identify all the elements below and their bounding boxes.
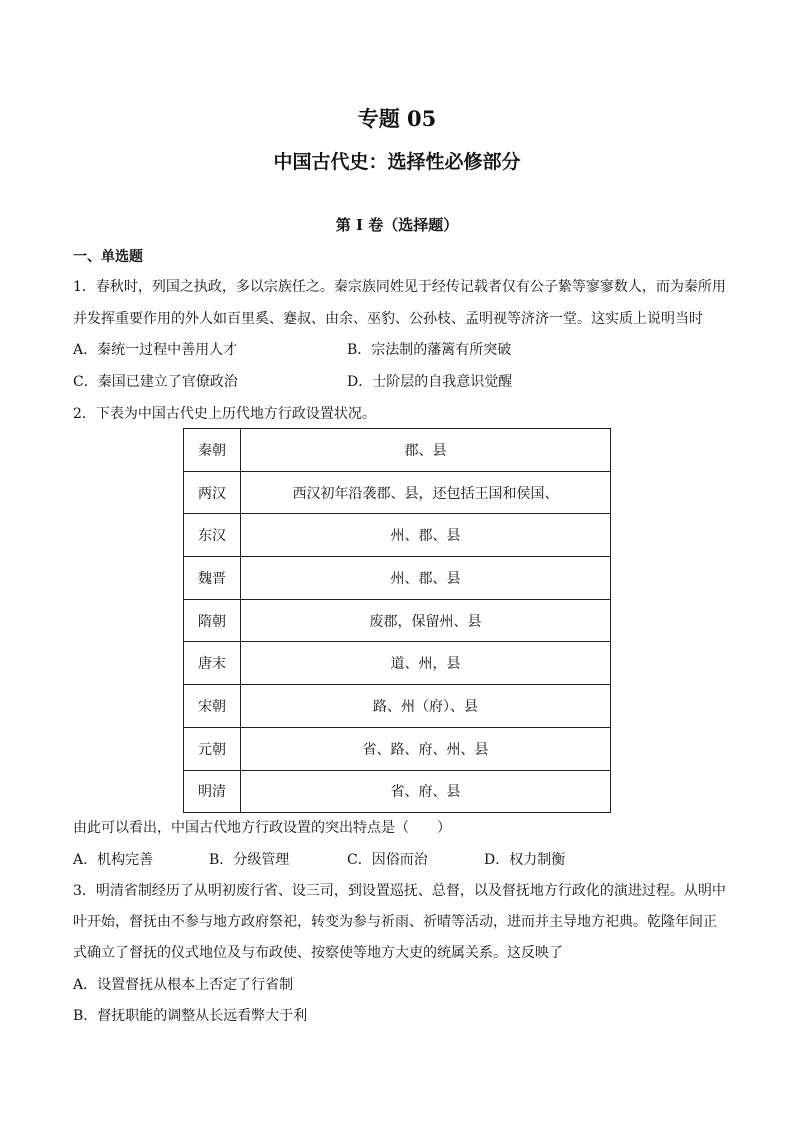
section-label: 一、单选题 — [73, 249, 143, 265]
system-cell: 州、郡、县 — [241, 557, 611, 600]
system-cell: 郡、县 — [241, 429, 611, 472]
q1-stem-line2: 并发挥重要作用的外人如百里奚、蹇叔、由余、巫豹、公孙枝、孟明视等济济一堂。这实质上说明当时 — [73, 311, 703, 327]
dynasty-cell: 元朝 — [184, 727, 241, 770]
dynasty-cell: 宋朝 — [184, 685, 241, 728]
system-cell: 道、州，县 — [241, 642, 611, 685]
q3-option-a[interactable]: A．设置督抚从根本上否定了行省制 — [73, 977, 294, 993]
table-row — [184, 642, 611, 685]
dynasty-cell: 唐末 — [184, 642, 241, 685]
dynasty-cell: 东汉 — [184, 514, 241, 557]
table-row — [184, 599, 611, 642]
q2-stem: 2．下表为中国古代史上历代地方行政设置状况。 — [73, 406, 376, 422]
doc-subtitle: 中国古代史：选择性必修部分 — [273, 151, 521, 173]
table-row — [184, 770, 611, 813]
q2-option-d[interactable]: D．权力制衡 — [484, 852, 566, 868]
q1-option-b[interactable]: B．宗法制的藩篱有所突破 — [347, 342, 512, 358]
table-row — [184, 471, 611, 514]
system-cell: 路、州（府）、县 — [241, 685, 611, 728]
q1-stem-line1: 1．春秋时，列国之执政，多以宗族任之。秦宗族同姓见于经传记载者仅有公子絷等寥寥数人，而为秦所用 — [73, 279, 726, 295]
dynasty-cell: 两汉 — [184, 471, 241, 514]
dynasty-cell: 魏晋 — [184, 557, 241, 600]
admin-division-table — [183, 428, 611, 813]
system-cell: 省、府、县 — [241, 770, 611, 813]
q3-option-b[interactable]: B．督抚职能的调整从长远看弊大于利 — [73, 1008, 308, 1024]
system-cell: 西汉初年沿袭郡、县，还包括王国和侯国、 — [241, 471, 611, 514]
q1-option-c[interactable]: C．秦国已建立了官僚政治 — [73, 374, 238, 390]
volume-heading: 第 I 卷（选择题） — [335, 216, 459, 234]
dynasty-cell: 隋朝 — [184, 599, 241, 642]
table-row — [184, 429, 611, 472]
q3-stem-line1: 3．明清省制经历了从明初废行省、设三司，到设置巡抚、总督，以及督抚地方行政化的演进过程。从明中 — [73, 883, 726, 899]
system-cell: 废郡，保留州、县 — [241, 599, 611, 642]
table-row — [184, 514, 611, 557]
q3-stem-line2: 叶开始，督抚由不参与地方政府祭祀，转变为参与祈雨、祈晴等活动，进而并主导地方祀典。乾隆年间正 — [73, 914, 717, 930]
table-row — [184, 727, 611, 770]
q1-option-d[interactable]: D．士阶层的自我意识觉醒 — [347, 374, 513, 390]
q3-stem-line3: 式确立了督抚的仪式地位及与布政使、按察使等地方大吏的统属关系。这反映了 — [73, 945, 563, 961]
doc-title: 专题 05 — [357, 106, 437, 131]
q2-option-c[interactable]: C．因俗而治 — [347, 852, 428, 868]
q2-question: 由此可以看出，中国古代地方行政设置的突出特点是（ ） — [73, 820, 451, 836]
q2-option-a[interactable]: A．机构完善 — [73, 852, 154, 868]
table-row — [184, 685, 611, 728]
q2-option-b[interactable]: B．分级管理 — [209, 852, 290, 868]
system-cell: 省、路、府、州、县 — [241, 727, 611, 770]
dynasty-cell: 秦朝 — [184, 429, 241, 472]
system-cell: 州、郡、县 — [241, 514, 611, 557]
dynasty-cell: 明清 — [184, 770, 241, 813]
table-row — [184, 557, 611, 600]
q1-option-a[interactable]: A．秦统一过程中善用人才 — [73, 342, 238, 358]
